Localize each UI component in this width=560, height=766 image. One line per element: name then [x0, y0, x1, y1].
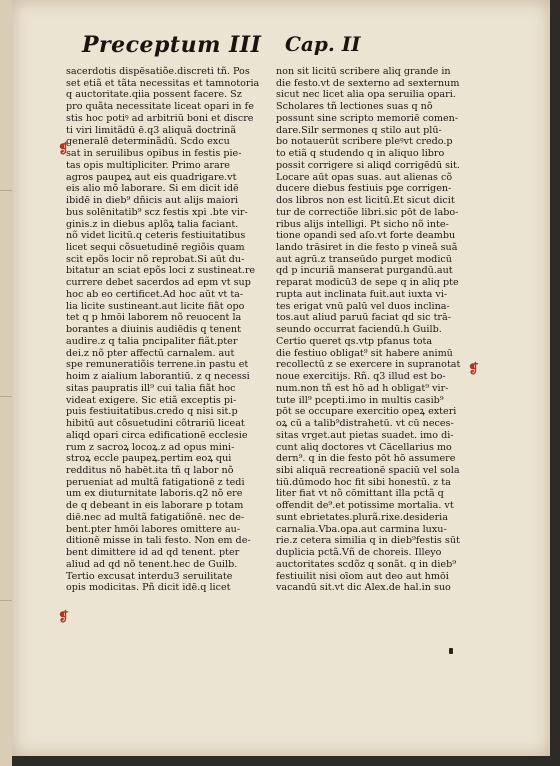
- text-line: dern⁹. q in die festo pōt hō assumere: [276, 453, 456, 465]
- text-line: redditus nõ habēt.ita tñ q labor nõ: [66, 464, 234, 476]
- text-line: sitas vrget.aut pietas suadet. imo di-: [276, 429, 454, 441]
- text-line: rum z sacroꝝ locoꝝ.z ad opus mini-: [66, 441, 235, 453]
- text-line: lando trāsiret in die festo p vineã suã: [276, 242, 458, 254]
- text-line: spe remuneratiõis terrene.in pastu et: [66, 359, 249, 371]
- text-line: ti viri limitãdū ē.q3 aliquã doctrinã: [66, 124, 237, 136]
- text-line: dos libros non est licitū.Et sicut dicit: [276, 195, 455, 207]
- text-column-right: [276, 66, 484, 594]
- text-line: die festo.vt de sexterno ad sexternum: [276, 77, 460, 89]
- text-line: q auctoritate.qiia possent facere. Sz: [66, 89, 242, 101]
- text-line: bent.pter hmōi labores omittere au-: [66, 523, 241, 535]
- text-line: aut agrū.z transeūdo purget modicū: [276, 253, 452, 265]
- text-line: puis festiuitatibus.credo q nisi sit.p: [66, 406, 238, 418]
- text-line: hibitū aut cõsuetudini cõtrariū liceat: [66, 418, 245, 430]
- text-line: seundo occurrat faciendū.h Guilb.: [276, 324, 442, 336]
- text-line: rie.z cetera similia q in dieb⁹festis sūt: [276, 535, 460, 547]
- text-line: aliud ad qd nõ tenent.hec de Guilb.: [66, 558, 238, 570]
- text-line: festiuilit nisi oīom aut deo aut hmōi: [276, 570, 449, 582]
- text-line: Locare aūt opas suas. aut alienas cõ: [276, 171, 453, 183]
- text-line: dei.z nõ pter affectū carnalem. aut: [66, 347, 235, 359]
- text-line: cunt aliq doctores vt Cācellarius mo: [276, 441, 452, 453]
- text-line: aliqd opari circa edificationē ecclesie: [66, 429, 248, 441]
- text-line: Scholares tñ lectiones suas q nõ: [276, 101, 433, 113]
- text-line: stis hoc potiꝰ ad arbitriū boni et discre: [66, 112, 254, 124]
- text-line: audire.z q talia pncipaliter fiãt.pter: [66, 335, 238, 347]
- text-line: Tertio excusat interdu3 seruilitate: [66, 570, 233, 582]
- signature-mark: [449, 648, 453, 654]
- paragraph-mark: ❡: [468, 362, 479, 377]
- text-line: tas opis multipliciter. Primo arare: [66, 159, 230, 171]
- text-line: num.non tñ est hō ad h obligat⁹ vir-: [276, 382, 449, 394]
- text-line: lia licite sustineant.aut licite fiãt opo: [66, 300, 245, 312]
- text-line: hoim z aialium laborantiū. z q necessi: [66, 371, 250, 383]
- text-line: qd p incuriã manserat purgandū.aut: [276, 265, 453, 277]
- text-line: set etiã et tãta necessitas et tamnotoria: [66, 77, 260, 89]
- text-line: agros paupeꝝ aut eis quadrigare.vt: [66, 171, 237, 183]
- text-line: bitatur an sciat epõs loci z sustineat.re: [66, 265, 256, 277]
- text-line: tute ill⁹ pcepti.imo in multis casib⁹: [276, 394, 444, 406]
- text-line: bent dimittere id ad qd tenent. pter: [66, 547, 240, 559]
- paragraph-mark: ❡: [58, 142, 69, 157]
- text-line: tiū.dūmodo hoc fit sibi honestū. z ta: [276, 476, 451, 488]
- text-line: tet q p hmōi laborem nõ reuocent la: [66, 312, 242, 324]
- paragraph-mark: ❡: [58, 610, 69, 625]
- text-line: possunt sine scripto memoriē comen-: [276, 112, 459, 124]
- text-line: possit corrigere si aliqd corrigēdū sit.: [276, 159, 460, 171]
- text-line: die festiuo obligat⁹ sit habere animū: [276, 347, 453, 359]
- text-line: tos.aut aliud paruū faciat qd sic trā-: [276, 312, 451, 324]
- text-line: videat exigere. Sic etiã exceptis pi-: [66, 394, 237, 406]
- text-line: opis modicitas. Pñ dicit idē.q licet: [66, 582, 231, 594]
- text-line: um ex diuturnitate laboris.q2 nõ ere: [66, 488, 243, 500]
- text-line: tione opandi sed aſo.vt forte deambu: [276, 230, 456, 242]
- text-line: bo notauerūt scribere pleꝰvt credo.p: [276, 136, 453, 148]
- text-line: hoc ab eo certificet.Ad hoc aūt vt ta-: [66, 288, 244, 300]
- text-line: bus solēnitatib⁹ scz festis xpi .bte vir-: [66, 206, 248, 218]
- text-line: sacerdotis dispēsatiõe.discreti tñ. Pos: [66, 66, 250, 77]
- gutter-rule: [0, 396, 12, 397]
- running-title: Preceptum III: [82, 32, 262, 58]
- text-line: vacandū sit.vt dic Alex.de hal.in suo: [276, 582, 451, 594]
- text-line: rupta aut inclinata fuit.aut iuxta vi-: [276, 288, 448, 300]
- text-line: to etiã q studendo q in aliquo libro: [276, 148, 445, 160]
- text-line: sibi aliquā recreationē spaciū vel sola: [276, 464, 460, 476]
- text-line: carnalia.Vba.opa.aut carmina luxu-: [276, 523, 447, 535]
- text-line: Certio queret qs.vtp pfanus tota: [276, 335, 433, 347]
- text-line: ducere diebus festiuis pꝯe corrigen-: [276, 183, 452, 195]
- text-line: licet sequi cõsuetudinē regiõis quam: [66, 242, 245, 254]
- page-gutter: [0, 0, 12, 766]
- text-line: pro quãta necessitate liceat opari in fe: [66, 101, 254, 113]
- text-line: auctoritates scdõz q sonãt. q in dieb⁹: [276, 558, 457, 570]
- text-line: nõ videt licitū.q ceteris festiuitatibus: [66, 230, 246, 242]
- text-line: sitas paupratis ill⁹ cui talia fiãt hoc: [66, 382, 236, 394]
- text-line: non sit licitū scribere aliq grande in: [276, 66, 451, 77]
- text-line: ribus alijs intelligi. Pt sicho nõ inte-: [276, 218, 449, 230]
- text-line: sicut nec licet alia opa seruilia opari.: [276, 89, 456, 101]
- text-line: ginis.z in diebus aplõꝝ talia faciant.: [66, 218, 239, 230]
- text-line: diē.nec ad multã fatigatiõnē. nec de-: [66, 511, 245, 523]
- text-line: dare.Silr sermones q stilo aut plū-: [276, 124, 442, 136]
- text-line: scit epõs locir nõ reprobat.Si aūt du-: [66, 253, 245, 265]
- text-line: tur de correctiõe libri.sic pōt de labo-: [276, 206, 459, 218]
- text-line: noue exercitijs. Rñ. q3 illud est bo-: [276, 371, 446, 383]
- text-line: de q debeant in eis laborare p totam: [66, 500, 244, 512]
- text-line: liter fiat vt nõ cōmittant illa pctã q: [276, 488, 444, 500]
- chapter-heading: Cap. II: [285, 32, 361, 56]
- text-line: recollectū z se exercere in supranotat: [276, 359, 461, 371]
- text-line: sat in seruilibus opibus in festis pie-: [66, 148, 242, 160]
- text-line: duplicia pctã.Vñ de choreis. Illeyo: [276, 547, 442, 559]
- gutter-rule: [0, 600, 12, 601]
- text-line: currere debet sacerdos ad epm vt sup: [66, 277, 251, 289]
- text-line: pōt se occupare exercitio opeꝝ exteri: [276, 406, 457, 418]
- text-column-left: [66, 66, 274, 594]
- gutter-rule: [0, 190, 12, 191]
- text-line: perueniat ad multã fatigationē z tedi: [66, 476, 245, 488]
- text-line: stroꝝ eccle paupeꝝ.pertim eoꝝ qui: [66, 453, 232, 465]
- text-line: generalē determinãdū. Scdo excu: [66, 136, 230, 148]
- text-line: borantes a diuinis audiēdis q tenent: [66, 324, 241, 336]
- text-line: ibidē in dieb⁹ dñicis aut alijs maiori: [66, 195, 239, 207]
- text-line: offendit de⁹.et potissime mortalia. vt: [276, 500, 454, 512]
- text-line: ditionē misse in tali festo. Non em de-: [66, 535, 251, 547]
- text-line: tes erigat vnū palū vel duos inclina-: [276, 300, 450, 312]
- text-line: oꝝ cū a talib⁹distrahetū. vt cū neces-: [276, 418, 454, 430]
- text-line: eis alio mõ laborare. Si em dicit idē: [66, 183, 239, 195]
- text-line: sunt ebrietates.plurã.rixe.desideria: [276, 511, 448, 523]
- text-line: reparat modicū3 de sepe q in aliq pte: [276, 277, 459, 289]
